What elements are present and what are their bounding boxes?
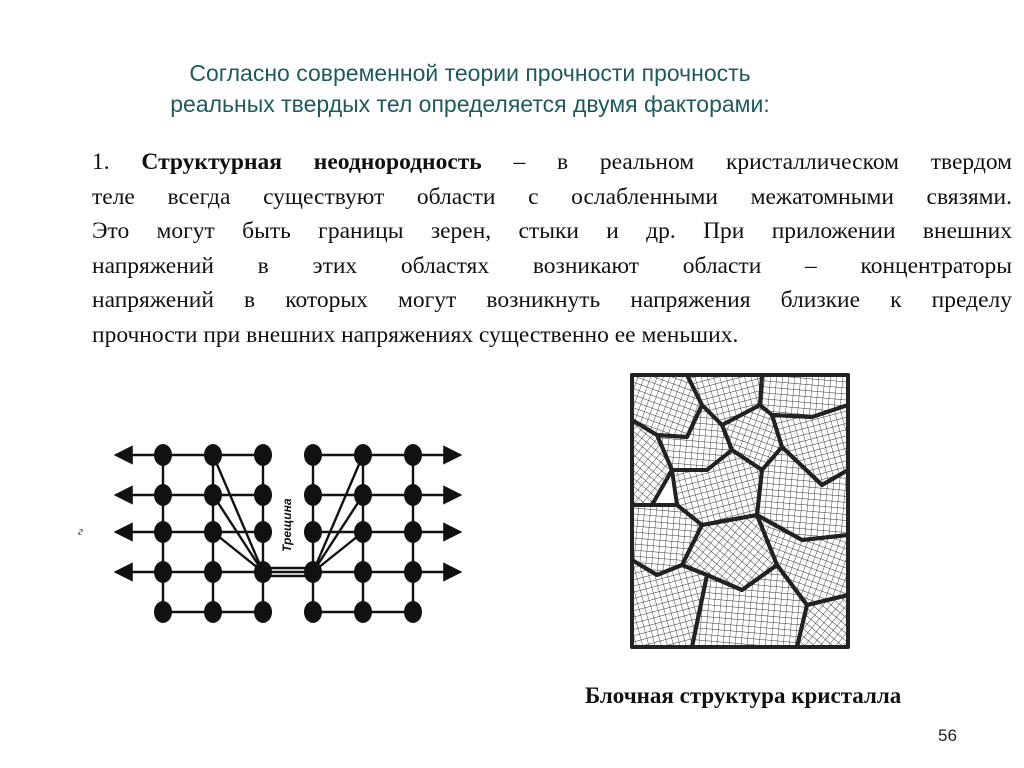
paragraph-line-1	[92, 145, 1012, 180]
atom	[354, 484, 372, 506]
paragraph-line-2: теле всегда существуют области с ослабленными межатомными связями.	[92, 183, 1012, 210]
figure-caption: Блочная структура кристалла	[585, 683, 902, 708]
page-number: 56	[938, 726, 957, 745]
atom	[154, 601, 172, 623]
body-paragraph	[92, 145, 1012, 352]
paragraph-line-6: прочности при внешних напряжениях существенно ее меньших.	[92, 321, 739, 348]
atom	[404, 444, 422, 466]
atom	[204, 601, 222, 623]
atom	[254, 561, 272, 583]
atom	[304, 521, 322, 543]
figure-marker: г	[78, 523, 84, 538]
atom	[204, 444, 222, 466]
atom	[354, 521, 372, 543]
atom	[354, 444, 372, 466]
atom	[404, 601, 422, 623]
atom	[154, 521, 172, 543]
atom	[404, 521, 422, 543]
term-bold: Структурная неоднородность	[141, 149, 482, 175]
atom	[254, 444, 272, 466]
atom	[304, 601, 322, 623]
title-line-2: реальных твердых тел определяется двумя факторами:	[170, 91, 770, 117]
paragraph-line-5: напряжений в которых могут возникнуть напряжения близкие к пределу	[92, 287, 1012, 313]
crack-label: Трещина	[280, 498, 294, 552]
atom	[354, 561, 372, 583]
paragraph-line-3: Это могут быть границы зерен, стыки и др. При приложении внешних	[92, 218, 1012, 244]
atom	[254, 601, 272, 623]
atom	[304, 444, 322, 466]
atom	[404, 561, 422, 583]
paragraph-line-4: напряжений в этих областях возникают области – концентраторы	[92, 252, 1012, 279]
item-number: 1.	[92, 149, 110, 175]
atom	[154, 444, 172, 466]
atom	[304, 484, 322, 506]
atom	[204, 521, 222, 543]
crack-lattice-figure	[78, 420, 478, 650]
atom	[254, 521, 272, 543]
atom	[404, 484, 422, 506]
title-line-1: Согласно современной теории прочности прочность	[189, 60, 751, 86]
bond-line	[313, 455, 363, 572]
line1-rest: – в реальном кристаллическом твердом	[481, 149, 1013, 175]
atom	[254, 484, 272, 506]
atom	[304, 561, 322, 583]
atom	[154, 561, 172, 583]
atom	[154, 484, 172, 506]
atom	[354, 601, 372, 623]
bond-line	[213, 455, 263, 572]
slide-title	[60, 58, 880, 120]
atom	[204, 561, 222, 583]
block-structure-figure	[632, 375, 848, 647]
atom	[204, 484, 222, 506]
